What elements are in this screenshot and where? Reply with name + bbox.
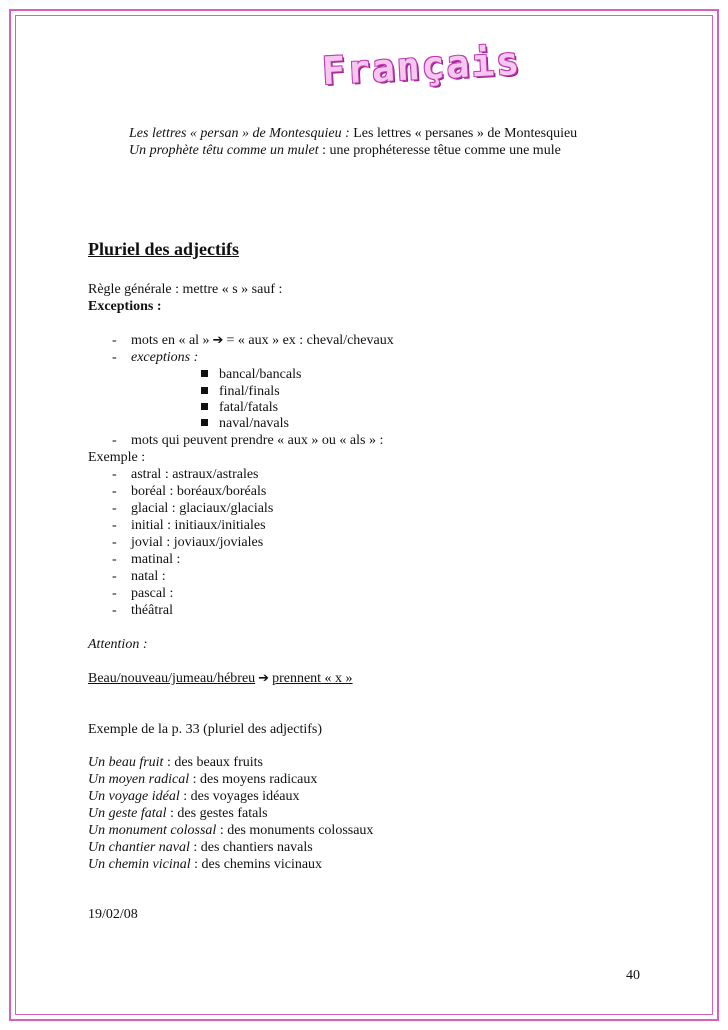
exceptions-sub-label: exceptions : (131, 350, 199, 365)
example-item: pascal : (131, 586, 174, 601)
square-bullet-icon (201, 403, 208, 410)
document-date: 19/02/08 (88, 907, 138, 922)
square-bullet-icon (201, 387, 208, 394)
plural-example (88, 788, 300, 805)
intro-italic: Un prophète têtu comme un mulet (129, 143, 319, 158)
plural-form: : des chemins vicinaux (190, 857, 323, 872)
plural-form: : des moyens radicaux (189, 772, 318, 787)
beau-rule (88, 670, 353, 687)
list-dash: - (112, 350, 117, 365)
list-dash: - (112, 535, 117, 550)
al-rule (131, 332, 394, 349)
list-dash: - (112, 569, 117, 584)
aux-als-rule: mots qui peuvent prendre « aux » ou « als » : (131, 433, 384, 448)
plural-form: : des monuments colossaux (216, 823, 374, 838)
right-arrow-icon: ➔ (212, 333, 224, 348)
singular-form: Un voyage idéal (88, 789, 180, 804)
singular-form: Un monument colossal (88, 823, 217, 838)
singular-form: Un moyen radical (88, 772, 190, 787)
list-dash: - (112, 518, 117, 533)
right-arrow-icon: ➔ (258, 671, 270, 686)
plural-form: : des gestes fatals (166, 806, 268, 821)
example-item: jovial : joviaux/joviales (131, 535, 264, 550)
example-item: natal : (131, 569, 166, 584)
al-rule-left: mots en « al » (131, 333, 210, 348)
exception-word: bancal/bancals (219, 367, 302, 382)
plural-example (88, 771, 317, 788)
square-bullet-icon (201, 419, 208, 426)
example-item: astral : astraux/astrales (131, 467, 259, 482)
exceptions-label: Exceptions : (88, 299, 162, 314)
beau-rule-right: prennent « x » (272, 671, 353, 686)
example-item: boréal : boréaux/boréals (131, 484, 267, 499)
intro-italic: Les lettres « persan » de Montesquieu : (129, 126, 350, 141)
al-rule-right: = « aux » ex : cheval/chevaux (226, 333, 394, 348)
exception-item (201, 366, 301, 383)
exception-item (201, 399, 278, 416)
plural-example (88, 754, 263, 771)
singular-form: Un beau fruit (88, 755, 164, 770)
exception-word: naval/navals (219, 416, 289, 431)
page-number: 40 (626, 968, 640, 983)
singular-form: Un chemin vicinal (88, 857, 191, 872)
plural-form: : des voyages idéaux (179, 789, 300, 804)
list-dash: - (112, 467, 117, 482)
plural-example (88, 856, 322, 873)
example-item: glacial : glaciaux/glacials (131, 501, 274, 516)
intro-normal: Les lettres « persanes » de Montesquieu (349, 126, 578, 141)
list-dash: - (112, 333, 117, 348)
intro-line-1 (129, 125, 577, 142)
exception-word: final/finals (219, 384, 280, 399)
list-dash: - (112, 484, 117, 499)
section-heading: Pluriel des adjectifs (88, 239, 239, 259)
exemple-page-reference: Exemple de la p. 33 (pluriel des adjectifs) (88, 722, 323, 737)
page-title: Français (320, 38, 523, 94)
list-dash: - (112, 501, 117, 516)
plural-example (88, 822, 373, 839)
singular-form: Un chantier naval (88, 840, 190, 855)
exception-item (201, 415, 289, 432)
attention-label: Attention : (88, 637, 148, 652)
intro-line-2 (129, 142, 561, 159)
singular-form: Un geste fatal (88, 806, 167, 821)
exemple-label: Exemple : (88, 450, 146, 465)
exception-word: fatal/fatals (219, 400, 279, 415)
plural-example (88, 839, 313, 856)
beau-rule-left: Beau/nouveau/jumeau/hébreu (88, 671, 256, 686)
plural-example (88, 805, 268, 822)
list-dash: - (112, 603, 117, 618)
list-dash: - (112, 552, 117, 567)
plural-form: : des beaux fruits (163, 755, 263, 770)
list-dash: - (112, 433, 117, 448)
general-rule: Règle générale : mettre « s » sauf : (88, 282, 283, 297)
example-item: matinal : (131, 552, 181, 567)
example-item: initial : initiaux/initiales (131, 518, 266, 533)
exception-item (201, 383, 280, 400)
square-bullet-icon (201, 370, 208, 377)
plural-form: : des chantiers navals (189, 840, 313, 855)
list-dash: - (112, 586, 117, 601)
intro-normal: : une prophéteresse têtue comme une mule (318, 143, 561, 158)
example-item: théâtral (131, 603, 173, 618)
